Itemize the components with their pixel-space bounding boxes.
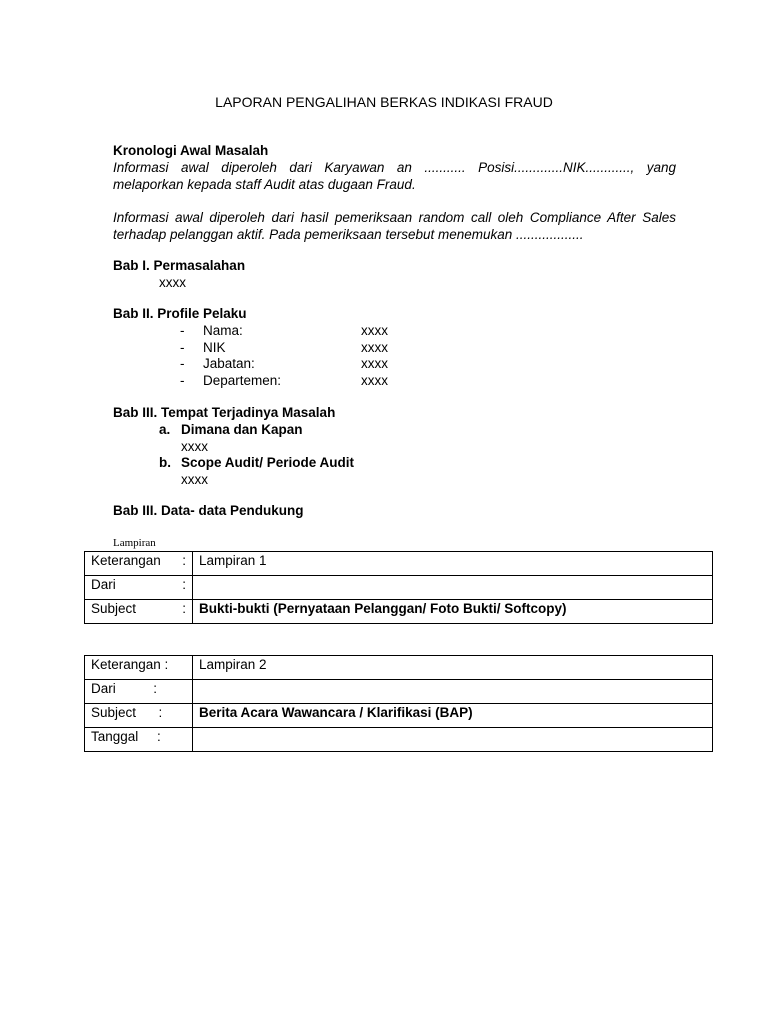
bab3-b-marker: b. <box>159 455 171 470</box>
kronologi-heading: Kronologi Awal Masalah <box>113 143 269 158</box>
row-key: Tanggal : <box>85 728 193 752</box>
row-colon: : <box>182 577 186 592</box>
row-value <box>193 680 713 704</box>
table-row <box>85 728 713 752</box>
bab3-a-label: Dimana dan Kapan <box>181 422 303 437</box>
row-key: Dari <box>91 577 116 592</box>
profile-dash: - <box>180 356 185 371</box>
table-row <box>85 600 713 624</box>
row-key: Subject : <box>85 704 193 728</box>
bab3-b-label: Scope Audit/ Periode Audit <box>181 455 355 470</box>
table-row <box>85 576 713 600</box>
row-value <box>193 728 713 752</box>
table-row <box>85 704 713 728</box>
table-row <box>85 656 713 680</box>
bab3-heading: Bab III. Tempat Terjadinya Masalah <box>113 405 336 420</box>
profile-value-jabatan: xxxx <box>361 356 388 371</box>
table-key-cell <box>85 576 193 600</box>
row-key: Keterangan <box>91 553 161 568</box>
profile-value-departemen: xxxx <box>361 373 388 388</box>
bab2-heading: Bab II. Profile Pelaku <box>113 306 247 321</box>
table-key-cell <box>85 600 193 624</box>
bab1-heading: Bab I. Permasalahan <box>113 258 246 273</box>
kronologi-paragraph-2: Informasi awal diperoleh dari hasil pemeriksaan random call oleh Compliance After Sales terhadap pelanggan aktif. Pada pemeriksaan tersebut menemukan .................. <box>113 210 676 242</box>
profile-label-jabatan: Jabatan: <box>203 356 255 371</box>
profile-dash: - <box>180 373 185 388</box>
row-value <box>193 576 713 600</box>
bab1-content: xxxx <box>159 275 186 290</box>
attachment-table-1 <box>84 551 713 624</box>
row-colon: : <box>182 601 186 616</box>
row-colon: : <box>182 553 186 568</box>
attachment-table-2 <box>84 655 713 752</box>
row-value: Lampiran 1 <box>193 552 713 576</box>
bab3-a-content: xxxx <box>181 439 208 454</box>
profile-dash: - <box>180 323 185 338</box>
table-row <box>85 680 713 704</box>
row-key: Dari : <box>85 680 193 704</box>
bab3-a-marker: a. <box>159 422 171 437</box>
table-row <box>85 552 713 576</box>
kronologi-paragraph-1: Informasi awal diperoleh dari Karyawan an ........... Posisi.............NIK............, yang melaporkan kepada staff Audit atas dugaan Fraud. <box>113 160 676 192</box>
row-value: Berita Acara Wawancara / Klarifikasi (BAP) <box>193 704 713 728</box>
table-key-cell <box>85 552 193 576</box>
document-title: LAPORAN PENGALIHAN BERKAS INDIKASI FRAUD <box>215 94 553 110</box>
profile-label-nik: NIK <box>203 340 226 355</box>
bab4-heading: Bab III. Data- data Pendukung <box>113 503 304 518</box>
profile-label-departemen: Departemen: <box>203 373 282 388</box>
row-value: Bukti-bukti (Pernyataan Pelanggan/ Foto Bukti/ Softcopy) <box>193 600 713 624</box>
row-key: Keterangan : <box>85 656 193 680</box>
profile-label-nama: Nama: <box>203 323 243 338</box>
lampiran-caption: Lampiran <box>113 537 156 549</box>
row-value: Lampiran 2 <box>193 656 713 680</box>
bab3-b-content: xxxx <box>181 472 208 487</box>
profile-dash: - <box>180 340 185 355</box>
row-key: Subject <box>91 601 137 616</box>
profile-value-nik: xxxx <box>361 340 388 355</box>
profile-value-nama: xxxx <box>361 323 388 338</box>
